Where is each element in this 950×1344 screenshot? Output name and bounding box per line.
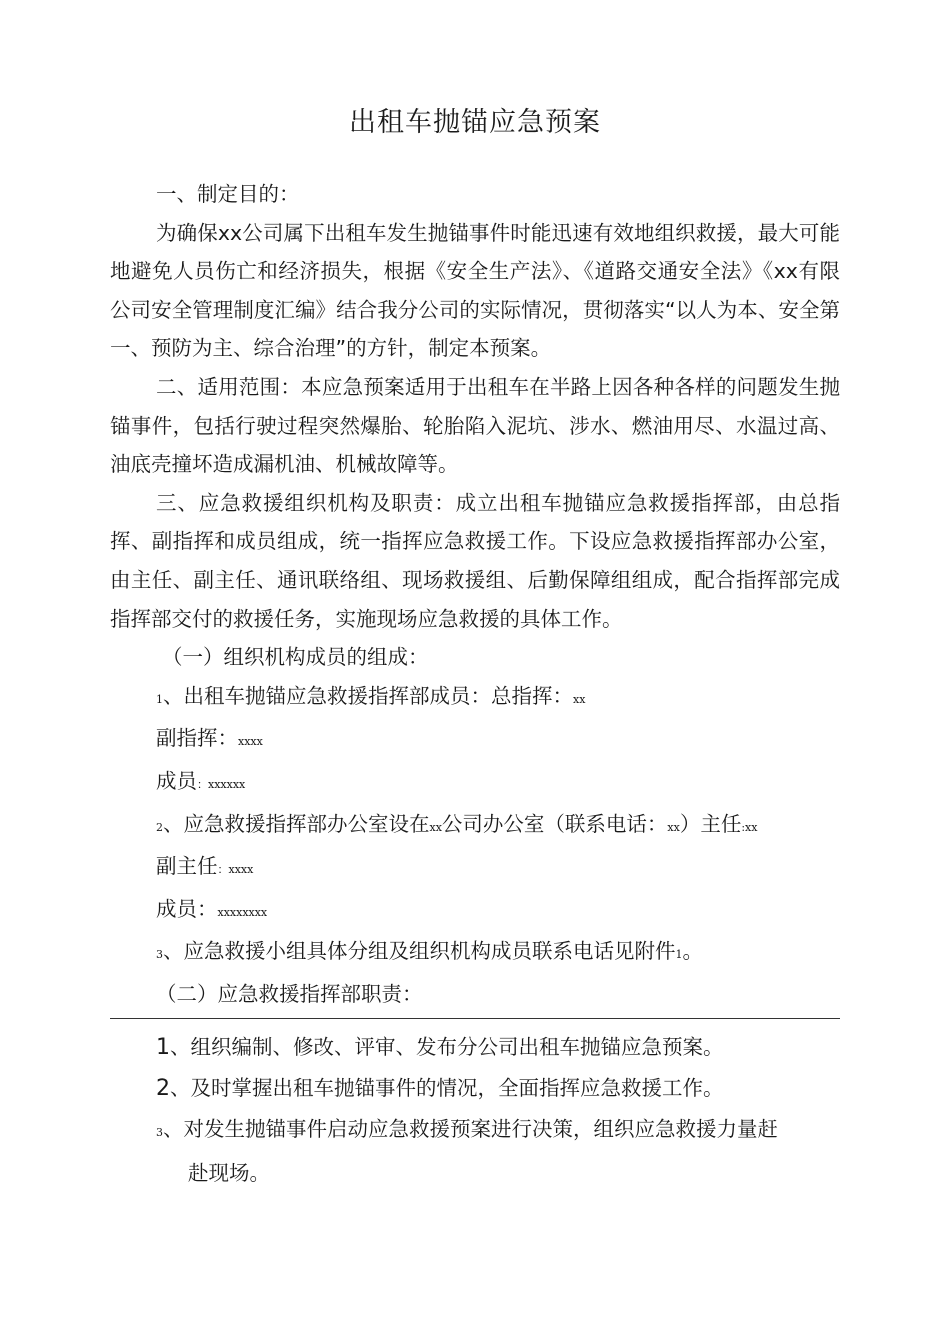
placeholder-value: :xx	[741, 820, 758, 834]
item-text: 、应急救援指挥部办公室设在	[163, 811, 430, 836]
member-label: 成员：	[156, 896, 218, 921]
placeholder-value: xxxx	[238, 735, 263, 749]
member-item-1	[110, 677, 840, 720]
duty-text: 、对发生抛锚事件启动应急救援预案进行决策，组织应急救援力量赶	[163, 1117, 778, 1141]
duty-number: 1	[156, 1035, 170, 1060]
item-text: 、应急救援小组具体分组及组织机构成员联系电话见附件	[163, 939, 676, 964]
duty-number: 3	[156, 1126, 163, 1139]
item-text: 、出租车抛锚应急救援指挥部成员：总指挥：	[163, 683, 573, 708]
document-body	[110, 175, 840, 1013]
duty-text: 、组织编制、修改、评审、发布分公司出租车抛锚应急预案。	[170, 1035, 724, 1059]
item-text: 公司办公室（联系电话：	[441, 811, 668, 836]
duty-item-1	[110, 1027, 840, 1068]
duty-text: 、及时掌握出租车抛锚事件的情况，全面指挥应急救援工作。	[170, 1076, 724, 1100]
member-label: 成员	[156, 768, 197, 793]
placeholder-value: 1	[675, 948, 683, 962]
paragraph-scope: 二、适用范围：本应急预案适用于出租车在半路上因各种各样的问题发生抛锚事件，包括行驶过程突然爆胎、轮胎陷入泥坑、涉水、燃油用尽、水温过高、油底壳撞坏造成漏机油、机械故障等。	[110, 374, 840, 477]
deputy-director-line	[110, 847, 840, 890]
section-heading-purpose: 一、制定目的：	[156, 182, 300, 206]
horizontal-divider	[110, 1018, 840, 1019]
member-item-3	[110, 932, 840, 975]
item-number: 3	[156, 948, 163, 962]
duties-list	[110, 1027, 840, 1193]
placeholder-value: ：xxxx	[217, 863, 254, 877]
item-text: ）主任	[679, 811, 742, 836]
document-title: 出租车抛锚应急预案	[349, 107, 601, 138]
placeholder-value: xxxxxxxx	[217, 905, 268, 919]
paragraph-organization: 三、应急救援组织机构及职责：成立出租车抛锚应急救援指挥部，由总指挥、副指挥和成员组成，统一指挥应急救援工作。下设应急救援指挥部办公室，由主任、副主任、通讯联络组、现场救援组、后勤保障组组成，配合指挥部完成指挥部交付的救援任务，实施现场应急救援的具体工作。	[110, 490, 840, 631]
member-item-2	[110, 805, 840, 848]
duty-number: 2	[156, 1076, 170, 1101]
placeholder-value: xx	[667, 820, 680, 834]
vice-label: 副指挥：	[156, 726, 238, 751]
duty-item-3	[110, 1109, 840, 1153]
item-text: 。	[682, 939, 703, 964]
deputy-label: 副主任	[156, 854, 218, 879]
placeholder-value: xx	[429, 820, 442, 834]
item-number: 2	[156, 820, 163, 834]
paragraph-purpose: 为确保xx公司属下出租车发生抛锚事件时能迅速有效地组织救援，最大可能地避免人员伤亡和经济损失，根据《安全生产法》、《道路交通安全法》《xx有限公司安全管理制度汇编》结合我分公司的实际情况，贯彻落实“以人为本、安全第一、预防为主、综合治理”的方针，制定本预案。	[110, 220, 840, 361]
members-line-2	[110, 890, 840, 933]
item-number: 1	[156, 692, 163, 706]
duty-item-3-continuation: 赴现场。	[188, 1161, 270, 1185]
subsection-heading-members: （一）组织机构成员的组成：	[162, 645, 429, 670]
duty-item-2	[110, 1068, 840, 1109]
members-line	[110, 762, 840, 805]
placeholder-value: ：xxxxxx	[197, 777, 246, 791]
vice-commander-line	[110, 719, 840, 762]
subsection-heading-duties: （二）应急救援指挥部职责：	[156, 981, 423, 1006]
placeholder-value: xx	[573, 692, 586, 706]
